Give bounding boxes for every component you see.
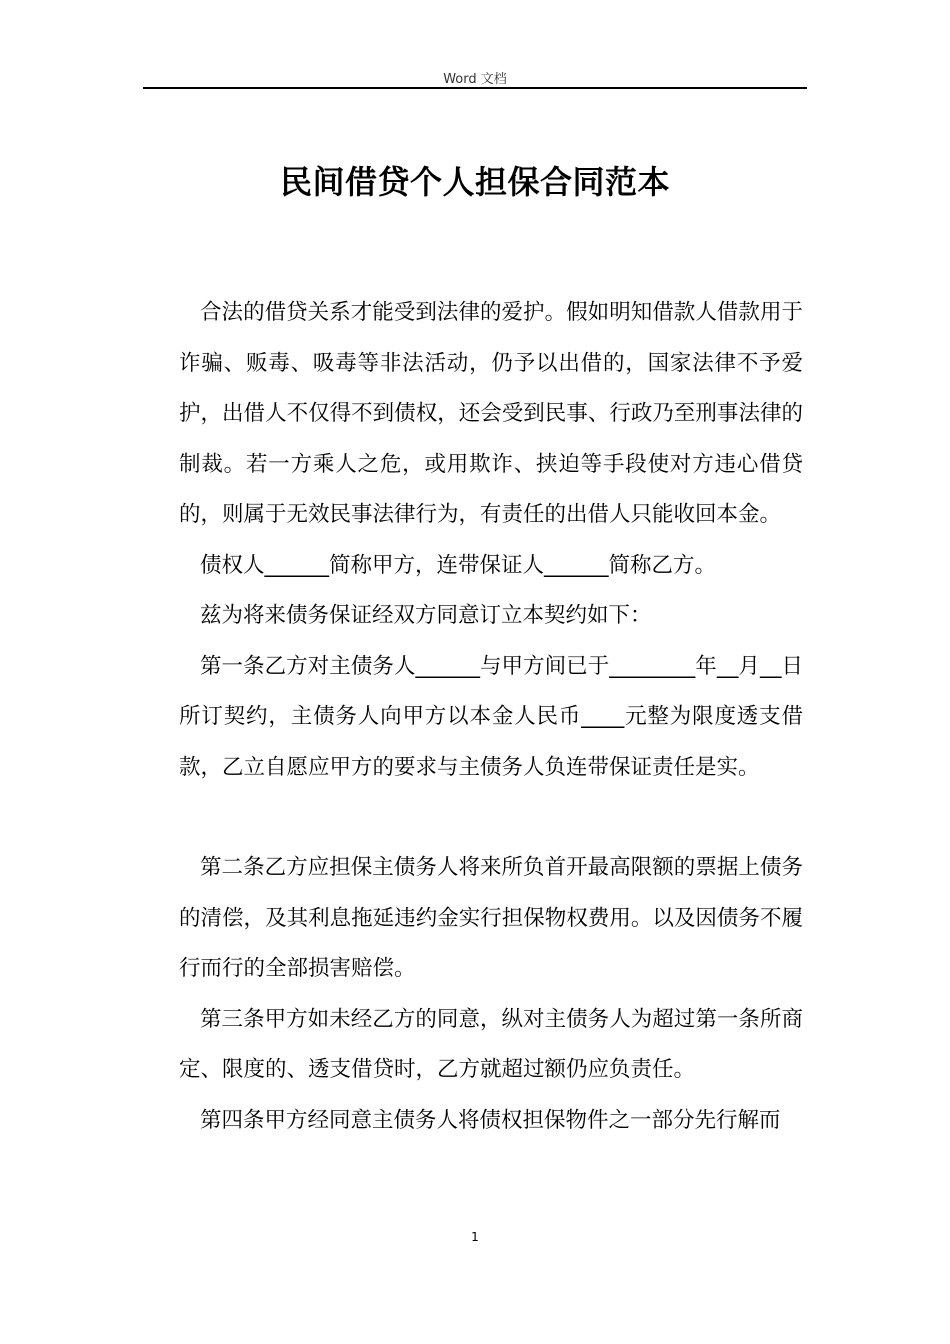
paragraph-preamble: 兹为将来债务保证经双方同意订立本契约如下：: [200, 603, 652, 628]
document-title: 民间借贷个人担保合同范本: [279, 163, 670, 201]
paragraph-article-3: 第三条甲方如未经乙方的同意，纵对主债务人为超过第一条所商定、限度的、透支借贷时，乙方就超过额仍应负责任。: [179, 1006, 803, 1082]
paragraph-parties: 债权人______简称甲方，连带保证人______简称乙方。: [200, 552, 717, 578]
paragraph-article-1: 第一条乙方对主债务人______与甲方间已于________年__月__日所订契约，主债务人向甲方以本金人民币____元整为限度透支借款，乙立自愿应甲方的要求与主债务人负连带保证责任是实。: [179, 653, 803, 780]
paragraph-article-2: 第二条乙方应担保主债务人将来所负首开最高限额的票据上债务的清偿，及其利息拖延违约金实行担保物权费用。以及因债务不履行而行的全部损害赔偿。: [179, 855, 803, 981]
header-label: Word 文档: [443, 72, 507, 87]
paragraph-article-4: 第四条甲方经同意主债务人将债权担保物件之一部分先行解而: [200, 1107, 781, 1133]
page-number: 1: [471, 1230, 479, 1244]
document-body: [179, 288, 803, 1146]
header-divider: [143, 87, 807, 89]
paragraph-intro: 合法的借贷关系才能受到法律的爱护。假如明知借款人借款用于诈骗、贩毒、吸毒等非法活动，仍予以出借的，国家法律不予爱护，出借人不仅得不到债权，还会受到民事、行政乃至刑事法律的制裁。若一方乘人之危，或用欺诈、挟迫等手段使对方违心借贷的，则属于无效民事法律行为，有责任的出借人只能收回本金。: [179, 300, 803, 527]
